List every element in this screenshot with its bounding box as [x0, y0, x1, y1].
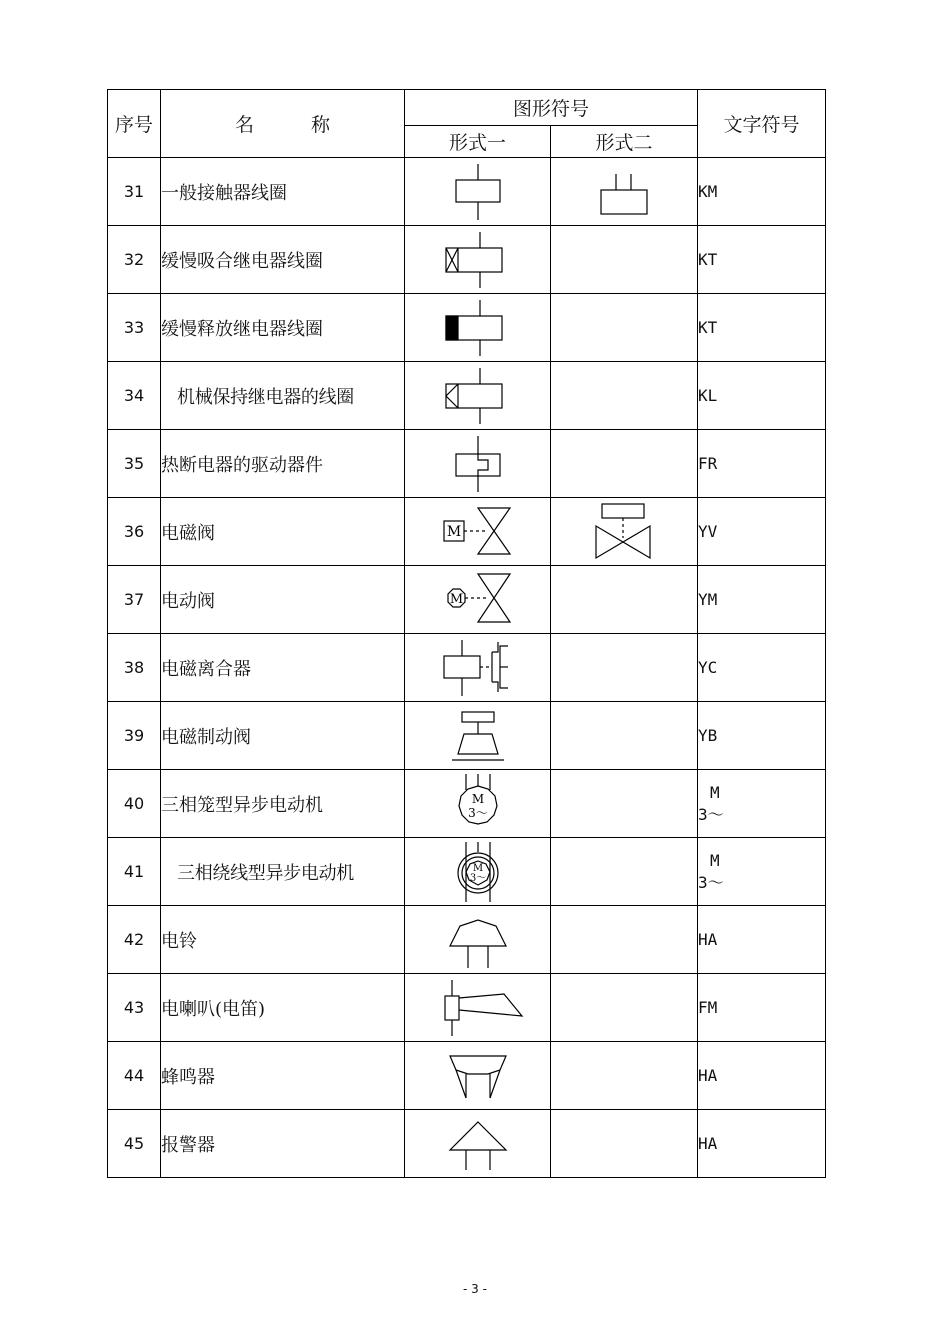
header-no: 序号	[108, 90, 161, 158]
table-row	[108, 838, 826, 906]
row-name: 三相绕线型异步电动机	[161, 838, 405, 906]
alarm-icon	[438, 1112, 518, 1176]
row-code: KM	[698, 158, 826, 226]
code-m: M	[710, 850, 720, 870]
row-no: 42	[108, 906, 161, 974]
row-code: KT	[698, 294, 826, 362]
row-code: HA	[698, 1042, 826, 1110]
row-no: 34	[108, 362, 161, 430]
row-no: 45	[108, 1110, 161, 1178]
svg-text:M: M	[449, 591, 463, 607]
row-no: 37	[108, 566, 161, 634]
row-name: 机械保持继电器的线圈	[161, 362, 405, 430]
table-row	[108, 702, 826, 770]
header-name: 名 称	[161, 90, 405, 158]
table-row	[108, 566, 826, 634]
row-code: YV	[698, 498, 826, 566]
row-no: 33	[108, 294, 161, 362]
row-code: FR	[698, 430, 826, 498]
row-code: YC	[698, 634, 826, 702]
svg-text:M: M	[446, 523, 461, 540]
table-row	[108, 158, 826, 226]
row-code: KL	[698, 362, 826, 430]
slow-operate-relay-coil-icon	[438, 228, 518, 292]
table-row	[108, 634, 826, 702]
row-name: 热断电器的驱动器件	[161, 430, 405, 498]
row-no: 39	[108, 702, 161, 770]
thermal-relay-element-icon	[438, 432, 518, 496]
wound-rotor-motor-icon	[438, 840, 518, 904]
row-name: 电磁离合器	[161, 634, 405, 702]
row-no: 40	[108, 770, 161, 838]
row-name: 电喇叭(电笛)	[161, 974, 405, 1042]
table-row	[108, 226, 826, 294]
row-no: 43	[108, 974, 161, 1042]
svg-text:M: M	[471, 791, 484, 806]
row-no: 41	[108, 838, 161, 906]
table-row	[108, 906, 826, 974]
row-name: 一般接触器线圈	[161, 158, 405, 226]
row-no: 38	[108, 634, 161, 702]
motor-valve-icon	[438, 568, 518, 632]
row-no: 35	[108, 430, 161, 498]
svg-text:M: M	[472, 862, 483, 874]
solenoid-valve-alt-icon	[584, 500, 664, 564]
row-name: 电磁阀	[161, 498, 405, 566]
row-name: 电动阀	[161, 566, 405, 634]
row-code: YM	[698, 566, 826, 634]
row-name: 报警器	[161, 1110, 405, 1178]
electromagnetic-clutch-icon	[438, 636, 518, 700]
header-text: 文字符号	[698, 90, 826, 158]
row-code: FM	[698, 974, 826, 1042]
row-no: 44	[108, 1042, 161, 1110]
row-code	[698, 838, 826, 906]
header-form1: 形式一	[405, 126, 551, 158]
contactor-coil-icon	[438, 160, 518, 224]
table-row	[108, 430, 826, 498]
table-row	[108, 294, 826, 362]
code-m: M	[710, 782, 720, 802]
row-code: KT	[698, 226, 826, 294]
buzzer-icon	[438, 1044, 518, 1108]
header-form2: 形式二	[551, 126, 698, 158]
table-row	[108, 1042, 826, 1110]
svg-text:3～: 3～	[467, 805, 488, 820]
row-name: 缓慢释放继电器线圈	[161, 294, 405, 362]
row-name: 缓慢吸合继电器线圈	[161, 226, 405, 294]
row-name: 三相笼型异步电动机	[161, 770, 405, 838]
row-code: HA	[698, 906, 826, 974]
table-row	[108, 974, 826, 1042]
row-no: 36	[108, 498, 161, 566]
electric-bell-icon	[438, 908, 518, 972]
contactor-coil-alt-icon	[584, 160, 664, 224]
slow-release-relay-coil-icon	[438, 296, 518, 360]
row-code: HA	[698, 1110, 826, 1178]
latching-relay-coil-icon	[438, 364, 518, 428]
page-number: - 3 -	[463, 1282, 487, 1296]
row-code	[698, 770, 826, 838]
row-no: 32	[108, 226, 161, 294]
code-3ph: 3～	[698, 872, 724, 892]
solenoid-valve-icon	[438, 500, 518, 564]
squirrel-cage-motor-icon	[438, 772, 518, 836]
row-name: 蜂鸣器	[161, 1042, 405, 1110]
electric-horn-icon	[428, 976, 528, 1040]
table-row	[108, 1110, 826, 1178]
row-code: YB	[698, 702, 826, 770]
row-no: 31	[108, 158, 161, 226]
table-row	[108, 770, 826, 838]
row-name: 电铃	[161, 906, 405, 974]
svg-text:3～: 3～	[469, 872, 486, 884]
code-3ph: 3～	[698, 804, 724, 824]
row-name: 电磁制动阀	[161, 702, 405, 770]
header-graphic: 图形符号	[405, 90, 698, 126]
table-row	[108, 362, 826, 430]
table-row	[108, 498, 826, 566]
symbol-table	[107, 89, 826, 1178]
electromagnetic-brake-icon	[438, 704, 518, 768]
